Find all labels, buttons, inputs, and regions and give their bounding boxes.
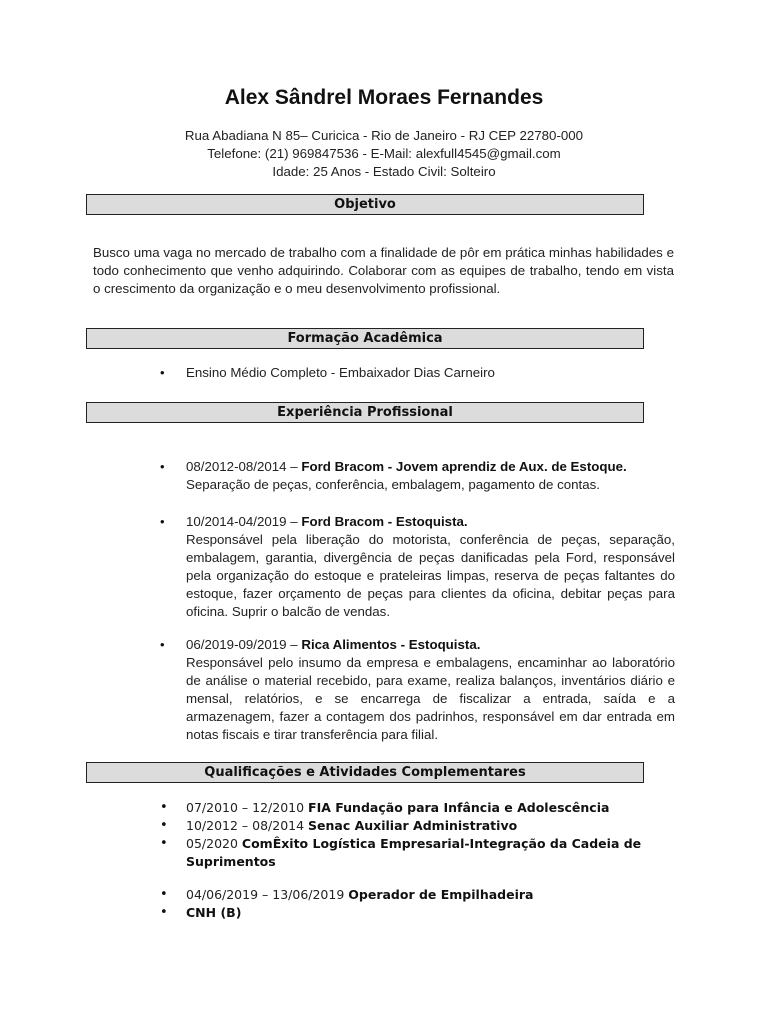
candidate-name: Alex Sândrel Moraes Fernandes	[224, 86, 544, 109]
list-item	[160, 364, 675, 382]
bullet-icon: •	[160, 637, 165, 652]
experience-role: Jovem aprendiz de Aux. de Estoque.	[395, 459, 627, 474]
bullet-icon: •	[160, 887, 168, 902]
bullet-icon: •	[160, 800, 168, 815]
experience-description: Responsável pelo insumo da empresa e embalagens, encaminhar ao laboratório de análise o material recebido, para exame, realiza balanços, inventários diário e mensal, relatórios, e se encarrega de fiscalizar a entrada, saída e a armazenagem, fazer a contagem dos padrinhos, responsável em dar entrada em notas fiscais e tirar transferência para filial.	[186, 655, 675, 742]
bullet-icon: •	[160, 905, 168, 920]
bullet-icon: •	[160, 365, 165, 380]
qualification-title: CNH (B)	[186, 905, 242, 920]
experience-role: Estoquista.	[395, 514, 468, 529]
list-item	[160, 886, 675, 904]
qualification-title: Senac Auxiliar Administrativo	[308, 818, 518, 833]
qualification-dates: 07/2010 – 12/2010	[186, 800, 309, 815]
bullet-icon: •	[160, 459, 165, 474]
qualification-title: FIA Fundação para Infância e Adolescência	[308, 800, 610, 815]
list-item	[160, 835, 675, 871]
education-list	[160, 364, 675, 382]
section-experience-header: Experiência Profissional	[86, 402, 644, 423]
section-qualifications-header: Qualificações e Atividades Complementares	[86, 762, 644, 783]
qualifications-list	[160, 886, 675, 922]
qualification-dates: 10/2012 – 08/2014	[186, 818, 309, 833]
objective-text: Busco uma vaga no mercado de trabalho com a finalidade de pôr em prática minhas habilidades e todo conhecimento que venho adquirindo. Colaborar com as equipes de trabalho, tendo em vista o crescimento da organização e o meu desenvolvimento profissional.	[93, 245, 674, 296]
bullet-icon: •	[160, 514, 165, 529]
experience-period: 10/2014-04/2019 –	[186, 514, 302, 529]
qualification-title: ComÊxito Logística Empresarial-Integração da Cadeia de Suprimentos	[186, 836, 642, 869]
experience-separator: -	[396, 637, 409, 652]
experience-separator: -	[384, 459, 396, 474]
list-item	[160, 904, 675, 922]
qualifications-list	[160, 799, 675, 871]
bullet-icon: •	[160, 818, 168, 833]
age-status-line: Idade: 25 Anos - Estado Civil: Solteiro	[272, 164, 496, 179]
experience-period: 06/2019-09/2019 –	[186, 637, 302, 652]
section-education-header: Formação Acadêmica	[86, 328, 644, 349]
experience-company: Ford Bracom	[301, 514, 385, 529]
education-item: Ensino Médio Completo - Embaixador Dias Carneiro	[186, 365, 495, 380]
phone-email-line: Telefone: (21) 969847536 - E-Mail: alexfull4545@gmail.com	[207, 146, 561, 161]
qualification-title: Operador de Empilhadeira	[348, 887, 534, 902]
experience-company: Rica Alimentos	[301, 637, 397, 652]
section-objective-header: Objetivo	[86, 194, 644, 215]
list-item	[160, 799, 675, 817]
experience-description: Responsável pela liberação do motorista, conferência de peças, separação, embalagem, garantia, divergência de peças danificadas pela Ford, responsável pela organização do estoque e prateleiras limpas, reserva de peças faltantes do estoque, fazer orçamento de peças para clientes da oficina, debitar peças para oficina. Suprir o balcão de vendas.	[186, 532, 675, 619]
experience-item	[160, 458, 675, 494]
qualification-dates: 05/2020	[186, 836, 242, 851]
experience-separator: -	[384, 514, 396, 529]
experience-company: Ford Bracom	[301, 459, 385, 474]
experience-period: 08/2012-08/2014 –	[186, 459, 302, 474]
experience-description: Separação de peças, conferência, embalagem, pagamento de contas.	[186, 477, 600, 492]
experience-item	[160, 636, 675, 744]
bullet-icon: •	[160, 836, 168, 851]
experience-role: Estoquista.	[408, 637, 481, 652]
address-line: Rua Abadiana N 85– Curicica - Rio de Janeiro - RJ CEP 22780-000	[184, 128, 584, 143]
experience-item	[160, 513, 675, 621]
list-item	[160, 817, 675, 835]
qualification-dates: 04/06/2019 – 13/06/2019	[186, 887, 349, 902]
